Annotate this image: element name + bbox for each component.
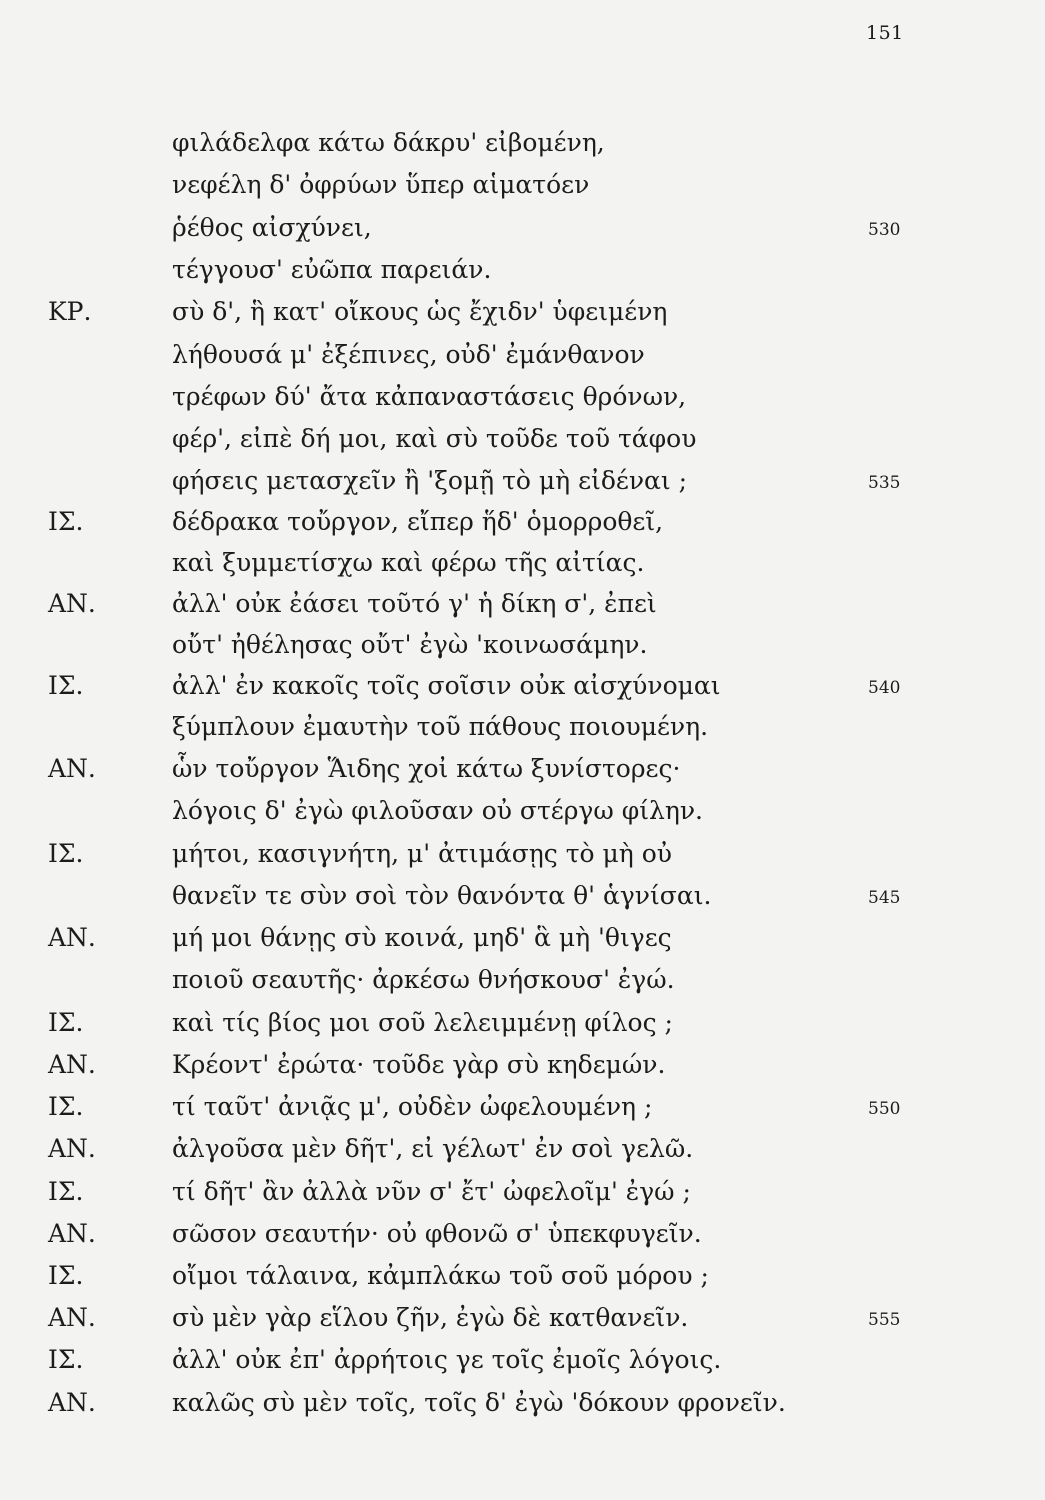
- speaker-label: ΑΝ.: [48, 1134, 96, 1163]
- verse-line: [0, 1087, 1045, 1127]
- line-number: 530: [868, 220, 901, 240]
- verse-text-line: τέγγουσ' εὐῶπα παρειάν.: [172, 255, 492, 284]
- verse-line: [0, 1256, 1045, 1296]
- verse-text-line: μή μοι θάνῃς σὺ κοινά, μηδ' ἃ μὴ 'θιγες: [172, 923, 672, 952]
- verse-text-line: ἀλλ' οὐκ ἐπ' ἀρρήτοις γε τοῖς ἐμοῖς λόγοις.: [172, 1345, 722, 1374]
- verse-line: [0, 1298, 1045, 1338]
- verse-text-line: λήθουσά μ' ἐξέπινες, οὐδ' ἐμάνθανον: [172, 340, 645, 369]
- verse-line: [0, 1383, 1045, 1423]
- speaker-label: ΙΣ.: [48, 1008, 84, 1037]
- verse-text-line: σὺ μὲν γὰρ εἵλου ζῆν, ἐγὼ δὲ κατθανεῖν.: [172, 1303, 689, 1332]
- verse-line: [0, 1340, 1045, 1380]
- verse-text-line: σὺ δ', ἣ κατ' οἴκους ὡς ἔχιδν' ὑφειμένη: [172, 297, 668, 326]
- speaker-label: ΑΝ.: [48, 754, 96, 783]
- verse-text-line: φήσεις μετασχεῖν ἢ 'ξομῇ τὸ μὴ εἰδέναι ;: [172, 466, 688, 495]
- verse-line: [0, 666, 1045, 706]
- speaker-label: ΙΣ.: [48, 671, 84, 700]
- verse-text-line: σῶσον σεαυτήν· οὐ φθονῶ σ' ὑπεκφυγεῖν.: [172, 1219, 702, 1248]
- verse-text-line: φιλάδελφα κάτω δάκρυ' εἰβομένη,: [172, 128, 605, 157]
- verse-line: [0, 834, 1045, 874]
- verse-line: [0, 123, 1045, 163]
- verse-text-line: καὶ τίς βίος μοι σοῦ λελειμμένῃ φίλος ;: [172, 1008, 673, 1037]
- verse-line: [0, 1129, 1045, 1169]
- speaker-label: ΑΝ.: [48, 589, 96, 618]
- verse-text-line: φέρ', εἰπὲ δή μοι, καὶ σὺ τοῦδε τοῦ τάφου: [172, 424, 697, 453]
- verse-text-line: λόγοις δ' ἐγὼ φιλοῦσαν οὐ στέργω φίλην.: [172, 796, 703, 825]
- verse-text-line: Κρέοντ' ἐρώτα· τοῦδε γὰρ σὺ κηδεμών.: [172, 1050, 666, 1079]
- verse-line: [0, 1172, 1045, 1212]
- verse-line: [0, 1214, 1045, 1254]
- speaker-label: ΙΣ.: [48, 1177, 84, 1206]
- verse-line: [0, 749, 1045, 789]
- speaker-label: ΑΝ.: [48, 923, 96, 952]
- speaker-label: ΑΝ.: [48, 1388, 96, 1417]
- verse-text-line: καὶ ξυμμετίσχω καὶ φέρω τῆς αἰτίας.: [172, 548, 645, 577]
- verse-text-line: οἴμοι τάλαινα, κἀμπλάκω τοῦ σοῦ μόρου ;: [172, 1261, 709, 1290]
- speaker-label: ΙΣ.: [48, 1092, 84, 1121]
- speaker-label: ΙΣ.: [48, 1261, 84, 1290]
- speaker-label: ΙΣ.: [48, 507, 84, 536]
- verse-text-line: ὧν τοὔργον Ἅιδης χοἰ κάτω ξυνίστορες·: [172, 754, 681, 783]
- speaker-label: ΚΡ.: [48, 297, 92, 326]
- verse-line: [0, 707, 1045, 747]
- verse-text-line: ἀλλ' οὐκ ἐάσει τοῦτό γ' ἡ δίκη σ', ἐπεὶ: [172, 589, 657, 618]
- verse-text-line: ξύμπλουν ἐμαυτὴν τοῦ πάθους ποιουμένη.: [172, 712, 709, 741]
- verse-line: [0, 1003, 1045, 1043]
- verse-text-line: θανεῖν τε σὺν σοὶ τὸν θανόντα θ' ἁγνίσαι.: [172, 881, 712, 910]
- verse-text-line: ἀλλ' ἐν κακοῖς τοῖς σοῖσιν οὐκ αἰσχύνομαι: [172, 671, 721, 700]
- speaker-label: ΙΣ.: [48, 1345, 84, 1374]
- verse-line: [0, 419, 1045, 459]
- verse-line: [0, 918, 1045, 958]
- verse-line: [0, 165, 1045, 205]
- verse-line: [0, 543, 1045, 583]
- verse-text-line: τί δῆτ' ἂν ἀλλὰ νῦν σ' ἔτ' ὠφελοῖμ' ἐγώ ;: [172, 1177, 691, 1206]
- speaker-label: ΑΝ.: [48, 1303, 96, 1332]
- verse-line: [0, 584, 1045, 624]
- verse-text-line: νεφέλη δ' ὀφρύων ὕπερ αἱματόεν: [172, 170, 590, 199]
- verse-line: [0, 502, 1045, 542]
- verse-text-line: μήτοι, κασιγνήτη, μ' ἀτιμάσῃς τὸ μὴ οὐ: [172, 839, 672, 868]
- verse-line: [0, 960, 1045, 1000]
- verse-text-line: τί ταῦτ' ἀνιᾷς μ', οὐδὲν ὠφελουμένη ;: [172, 1092, 653, 1121]
- verse-line: [0, 208, 1045, 248]
- verse-text-line: ποιοῦ σεαυτῆς· ἀρκέσω θνήσκουσ' ἐγώ.: [172, 965, 675, 994]
- line-number: 535: [868, 473, 901, 493]
- verse-text-line: τρέφων δύ' ἄτα κἀπαναστάσεις θρόνων,: [172, 382, 687, 411]
- page-number: 151: [866, 22, 904, 44]
- speaker-label: ΑΝ.: [48, 1219, 96, 1248]
- verse-line: [0, 377, 1045, 417]
- verse-line: [0, 625, 1045, 665]
- verse-line: [0, 250, 1045, 290]
- verse-line: [0, 292, 1045, 332]
- line-number: 555: [868, 1310, 901, 1330]
- line-number: 550: [868, 1099, 901, 1119]
- verse-text-line: οὔτ' ἠθέλησας οὔτ' ἐγὼ 'κοινωσάμην.: [172, 630, 648, 659]
- speaker-label: ΑΝ.: [48, 1050, 96, 1079]
- verse-text-line: δέδρακα τοὔργον, εἴπερ ἥδ' ὁμορροθεῖ,: [172, 507, 664, 536]
- verse-line: [0, 876, 1045, 916]
- verse-text-line: ῥέθος αἰσχύνει,: [172, 213, 372, 242]
- line-number: 545: [868, 888, 901, 908]
- speaker-label: ΙΣ.: [48, 839, 84, 868]
- verse-line: [0, 335, 1045, 375]
- verse-line: [0, 461, 1045, 501]
- verse-text-line: καλῶς σὺ μὲν τοῖς, τοῖς δ' ἐγὼ 'δόκουν φρονεῖν.: [172, 1388, 786, 1417]
- verse-line: [0, 791, 1045, 831]
- line-number: 540: [868, 678, 901, 698]
- verse-text-line: ἀλγοῦσα μὲν δῆτ', εἰ γέλωτ' ἐν σοὶ γελῶ.: [172, 1134, 694, 1163]
- verse-line: [0, 1045, 1045, 1085]
